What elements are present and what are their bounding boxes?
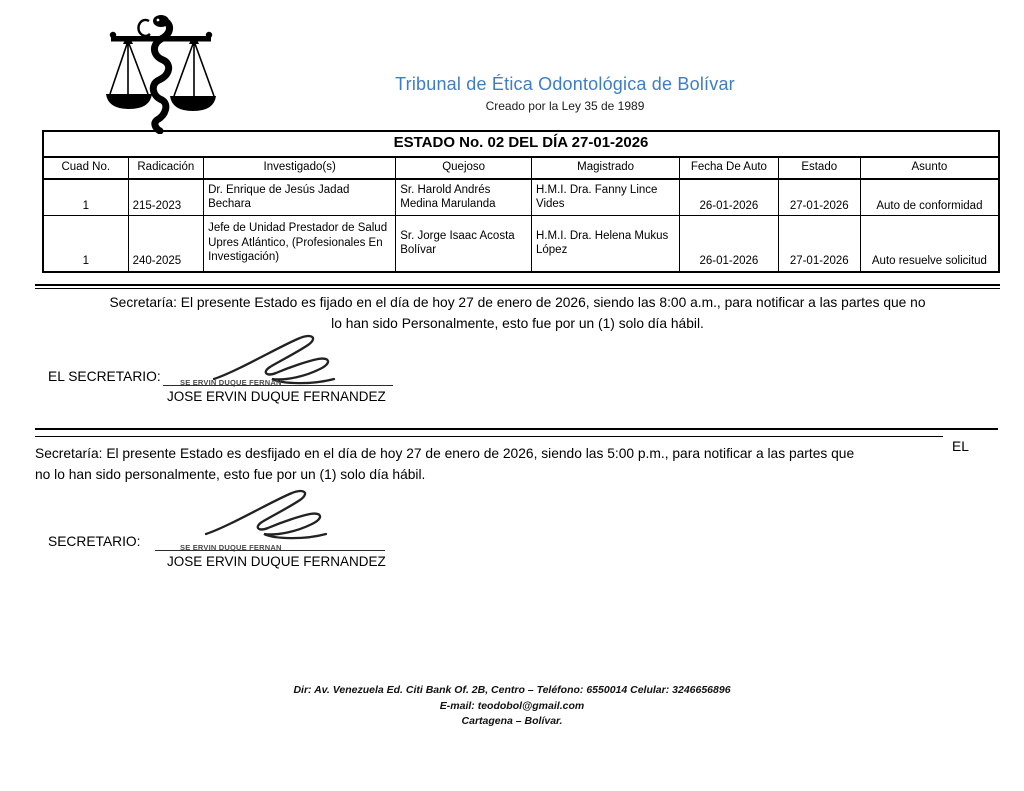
fijacion-paragraph: Secretaría: El presente Estado es fijado en el día de hoy 27 de enero de 2026, siendo las 8:00 a.m., para notificar a las partes que no lo han sido Personalmente, esto fue por un (1) solo día hábil. bbox=[109, 295, 926, 331]
col-header-quejoso: Quejoso bbox=[396, 157, 532, 179]
secretary-name: JOSE ERVIN DUQUE FERNANDEZ bbox=[167, 389, 386, 404]
secretary-label-el: EL bbox=[952, 439, 969, 454]
signature-line bbox=[155, 536, 385, 551]
cell-asunto: Auto resuelve solicitud bbox=[860, 216, 999, 272]
cell-radicacion: 215-2023 bbox=[128, 179, 204, 216]
cell-quejoso: Sr. Jorge Isaac Acosta Bolívar bbox=[396, 216, 532, 272]
signature-line bbox=[163, 371, 393, 386]
desfijacion-paragraph: Secretaría: El presente Estado es desfijado en el día de hoy 27 de enero de 2026, siendo las 5:00 p.m., para notificar a las partes que no lo han sido personalmente, esto fue por un (1) solo día hábil. bbox=[35, 446, 855, 482]
page-title: Tribunal de Ética Odontológica de Bolívar bbox=[395, 74, 735, 94]
cell-fecha-auto: 26-01-2026 bbox=[680, 216, 778, 272]
section-divider bbox=[35, 428, 998, 430]
footer-email: E-mail: teodobol@gmail.com bbox=[439, 699, 585, 712]
cell-investigado: Dr. Enrique de Jesús Jadad Bechara bbox=[204, 179, 396, 216]
cell-estado: 27-01-2026 bbox=[778, 179, 860, 216]
cell-magistrado: H.M.I. Dra. Helena Mukus López bbox=[532, 216, 680, 272]
footer-contact-block bbox=[0, 683, 1024, 730]
col-header-radicacion: Radicación bbox=[128, 157, 204, 179]
footer-city: Cartagena – Bolívar. bbox=[461, 715, 563, 727]
section-divider-thin bbox=[35, 436, 943, 437]
cell-quejoso: Sr. Harold Andrés Medina Marulanda bbox=[396, 179, 532, 216]
page-subtitle: Creado por la Ley 35 de 1989 bbox=[485, 99, 645, 113]
col-header-asunto: Asunto bbox=[860, 157, 999, 179]
cell-fecha-auto: 26-01-2026 bbox=[680, 179, 778, 216]
secretary-label: SECRETARIO: bbox=[48, 534, 141, 549]
secretary-label: EL SECRETARIO: bbox=[48, 369, 161, 384]
estado-table bbox=[42, 130, 1000, 273]
col-header-magistrado: Magistrado bbox=[532, 157, 680, 179]
cell-cuad: 1 bbox=[43, 179, 128, 216]
section-divider bbox=[35, 284, 1000, 289]
cell-radicacion: 240-2025 bbox=[128, 216, 204, 272]
cell-magistrado: H.M.I. Dra. Fanny Lince Vides bbox=[532, 179, 680, 216]
signature-stamp-text: SE ERVIN DUQUE FERNAN bbox=[180, 543, 282, 552]
table-title: ESTADO No. 02 DEL DÍA 27-01-2026 bbox=[43, 131, 999, 157]
table-header-row bbox=[43, 157, 999, 179]
signature-stamp-text: SE ERVIN DUQUE FERNAN bbox=[180, 378, 282, 387]
table-row bbox=[43, 179, 999, 216]
cell-asunto: Auto de conformidad bbox=[860, 179, 999, 216]
scales-caduceus-logo-icon bbox=[103, 12, 219, 134]
estado-table-container bbox=[42, 130, 1000, 273]
secretary-name: JOSE ERVIN DUQUE FERNANDEZ bbox=[167, 554, 386, 569]
col-header-fecha-auto: Fecha De Auto bbox=[680, 157, 778, 179]
cell-cuad: 1 bbox=[43, 216, 128, 272]
footer-address: Dir: Av. Venezuela Ed. Citi Bank Of. 2B, Centro – Teléfono: 6550014 Celular: 3246656896 bbox=[293, 684, 731, 696]
col-header-estado: Estado bbox=[778, 157, 860, 179]
cell-estado: 27-01-2026 bbox=[778, 216, 860, 272]
table-row bbox=[43, 216, 999, 272]
col-header-investigado: Investigado(s) bbox=[204, 157, 396, 179]
col-header-cuad: Cuad No. bbox=[43, 157, 128, 179]
cell-investigado: Jefe de Unidad Prestador de Salud Upres Atlántico, (Profesionales En Investigación) bbox=[204, 216, 396, 272]
